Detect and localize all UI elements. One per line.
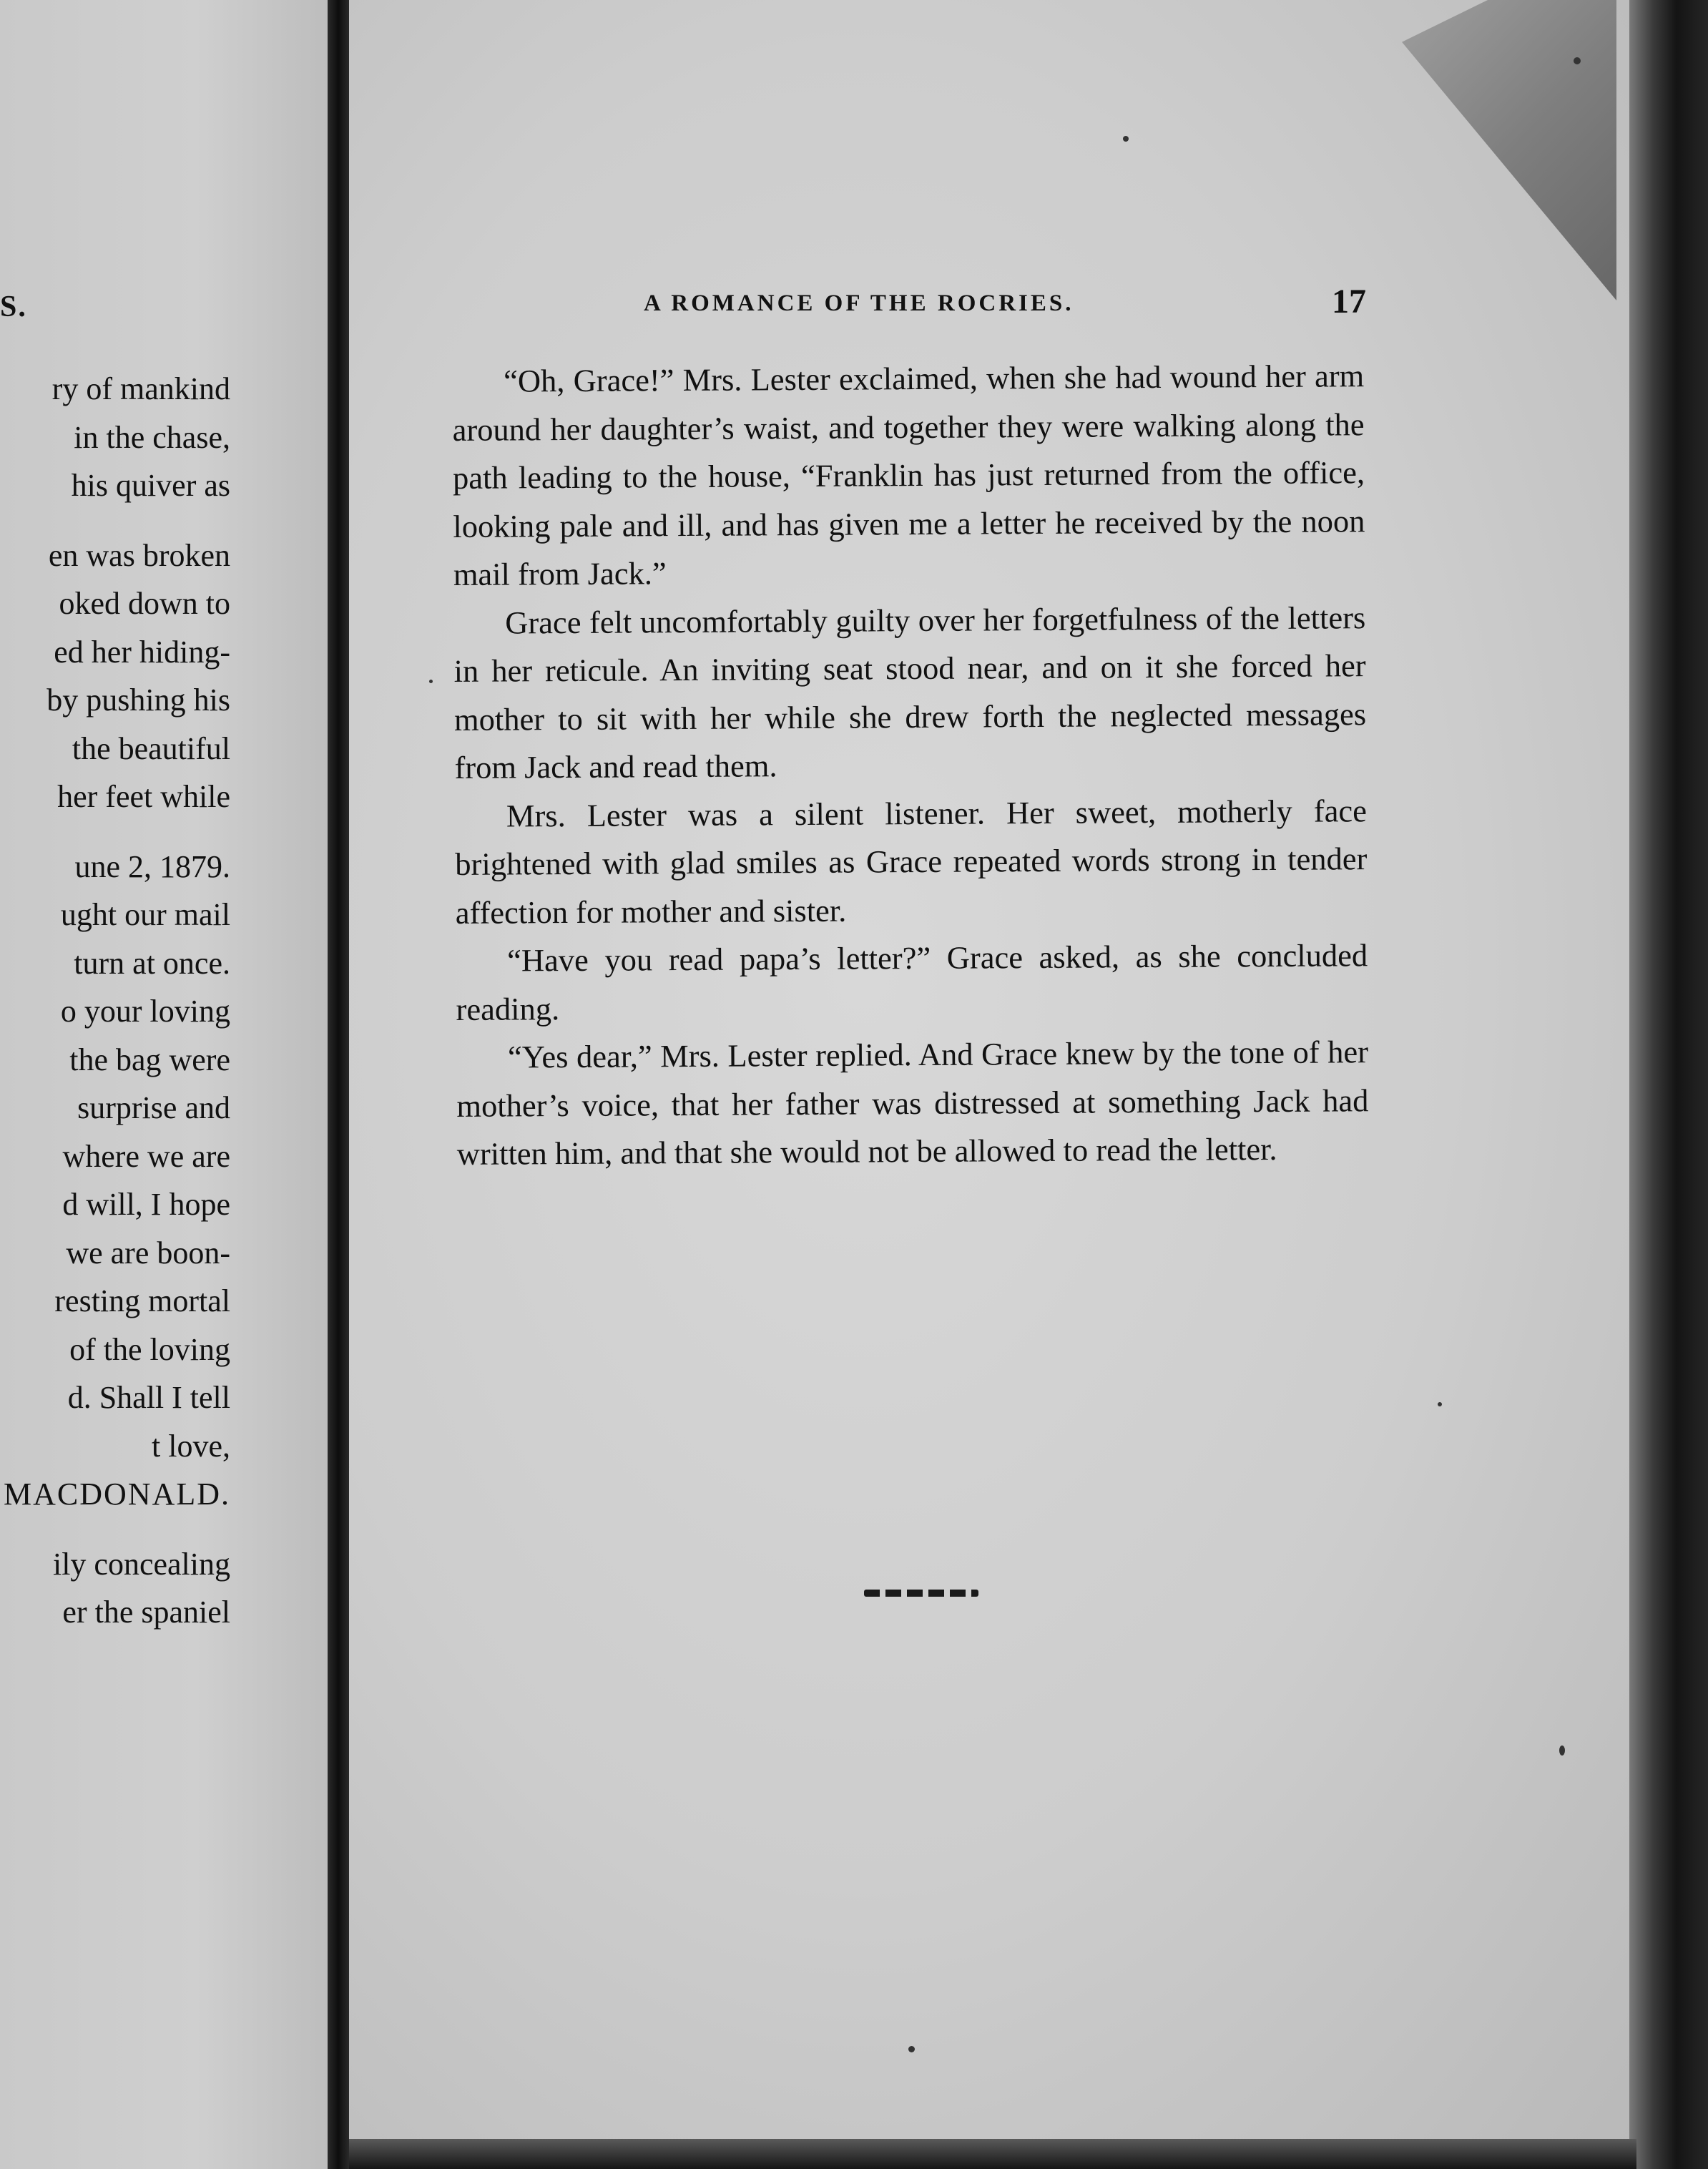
previous-page-line: resting mortal [54,1283,230,1318]
previous-page-line: by pushing his [46,682,230,718]
page-body [452,352,1369,1178]
book-gutter [328,0,349,2169]
previous-page-line: t love, [152,1428,230,1464]
line-gap [0,510,230,532]
previous-page-line: ed her hiding- [54,634,230,670]
previous-page-line: her feet while [57,779,230,814]
running-head: A ROMANCE OF THE ROCRIES. [644,290,1074,316]
page-bottom-shadow [349,2139,1636,2169]
previous-page-text [0,365,230,1637]
dust-speck [1438,1402,1442,1406]
previous-page-line: d will, I hope [62,1187,230,1222]
paragraph: Grace felt uncomfortably guilty over her forgetfulness of the letters in her reticule. An inviting seat stood near, and on it she forced her mother to sit with her while she drew forth the neglected messages from Jack and read them. [453,599,1367,785]
page-header [644,285,1366,328]
previous-page-line: the bag were [69,1042,230,1077]
section-end-ornament [864,1590,978,1597]
paragraph: “Have you read papa’s letter?” Grace asked, as she concluded reading. [456,937,1368,1027]
page-number: 17 [1332,283,1366,320]
line-gap [0,1519,230,1540]
previous-page-line: er the spaniel [62,1595,230,1630]
previous-page-line: we are boon- [66,1235,230,1270]
line-gap [0,821,230,843]
previous-page [0,0,328,2169]
previous-page-line: en was broken [48,537,230,573]
previous-page-line: oked down to [59,586,230,621]
previous-page-line: turn at once. [74,945,230,981]
previous-page-line: his quiver as [71,468,230,503]
previous-page-line: d. Shall I tell [67,1380,230,1415]
paragraph: “Oh, Grace!” Mrs. Lester exclaimed, when she had wound her arm around her daughter’s waist, and together they were walking along the path leading to the house, “Franklin has just returned from the office, looking pale and ill, and has given me a letter he received by the noon mail from Jack.” [452,358,1365,592]
previous-page-running-head: S. [0,290,27,323]
previous-page-signature: MACDONALD. [4,1477,230,1512]
previous-page-line: o your loving [60,994,230,1029]
dust-speck [1123,136,1129,142]
previous-page-line: une 2, 1879. [74,848,230,884]
previous-page-line: ily concealing [52,1546,230,1582]
dust-speck [908,2046,915,2052]
previous-page-line: of the loving [69,1331,230,1367]
previous-page-line: the beautiful [72,730,230,766]
previous-page-line: in the chase, [74,419,230,455]
previous-page-line: surprise and [77,1090,230,1125]
paragraph: Mrs. Lester was a silent listener. Her sweet, motherly face brightened with glad smiles as Grace repeated words strong in tender affection for mother and sister. [455,792,1368,931]
previous-page-line: where we are [62,1138,230,1174]
paragraph: “Yes dear,” Mrs. Lester replied. And Grace knew by the tone of her mother’s voice, that her father was distressed at something Jack had written him, and that she would not be allowed to read the letter. [456,1034,1369,1172]
dust-speck [429,680,433,683]
dust-speck [1559,1746,1565,1756]
page-edge-shadow [1629,0,1708,2169]
dust-speck [1574,57,1581,64]
previous-page-line: ry of mankind [51,371,230,406]
previous-page-line: ught our mail [60,897,230,932]
